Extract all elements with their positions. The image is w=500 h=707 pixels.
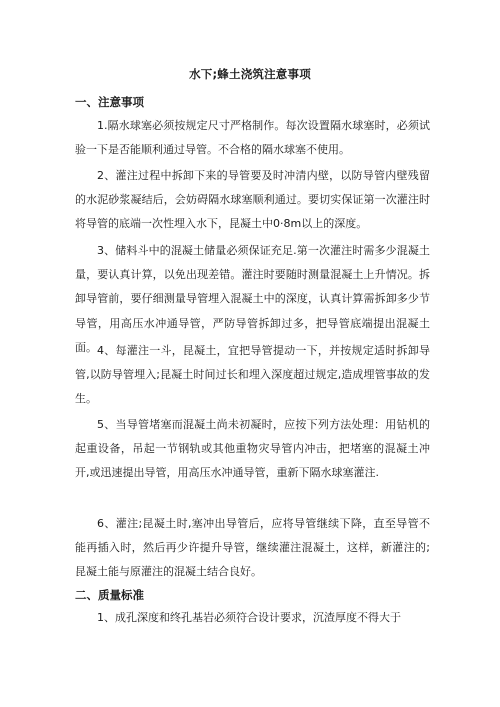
paragraph-quality-1: 1、成孔深度和终孔基岩必须符合设计要求，沉渣厚度不得大于 bbox=[97, 611, 401, 624]
paragraph-1: 1.隔水球塞必须按规定尺寸严格制作。每次设置隔水球塞时，必须试验一下是否能顺利通过导管。不合格的隔水球塞不使用。 bbox=[75, 119, 430, 157]
section-heading-quality: 二、质量标准 bbox=[75, 588, 144, 602]
paragraph-5: 5、当导管堵塞而混凝土尚未初凝时，应按下列方法处理：用钻机的起重设备，吊起一节钢轨或其他重物灾导管内冲击，把堵塞的混凝土冲开,或迅速提出导管，用高压水冲通导管，重新下隔水球塞灌注. bbox=[75, 418, 430, 480]
paragraph-2: 2、灌注过程中拆卸下来的导管要及时冲清内壁，以防导管内壁残留的水泥砂浆凝结后，会妨碍隔水球塞顺利通过。要切实保证第一次灌注时将导管的底端一次性埋入水下，昆凝土中0·8m以上的深度。 bbox=[75, 169, 430, 231]
paragraph-6: 6、灌注;昆凝土时,塞冲出导管后，应将导管继续下降，直至导管不能再插入时，然后再少许提升导管，继续灌注混凝土，这样，新灌注的;昆凝土能与原灌注的混凝土结合良好。 bbox=[75, 517, 430, 579]
document-title: 水下;蜂土浇筑注意事项 bbox=[189, 67, 311, 81]
paragraph-4: 4、每灌注一斗，昆凝土，宜把导管提动一下，并按规定适时拆卸导管,以防导管埋入;昆凝土时间过长和埋入深度超过规定,造成埋管事故的发生。 bbox=[75, 344, 430, 406]
section-heading-notes: 一、注意事项 bbox=[75, 95, 144, 109]
paragraph-3: 3、储料斗中的混凝土储量必须保证充足.第一次灌注时需多少混凝土量，要认真计算，以免出现差错。灌注时要随时测量混凝土上升情况。拆卸导管前，要仔细测量导管埋入混凝土中的深度，认真计算需拆卸多少节导管，用高压水冲通导管，严防导管拆卸过多，把导管底端提出混凝土面。 bbox=[75, 244, 430, 354]
